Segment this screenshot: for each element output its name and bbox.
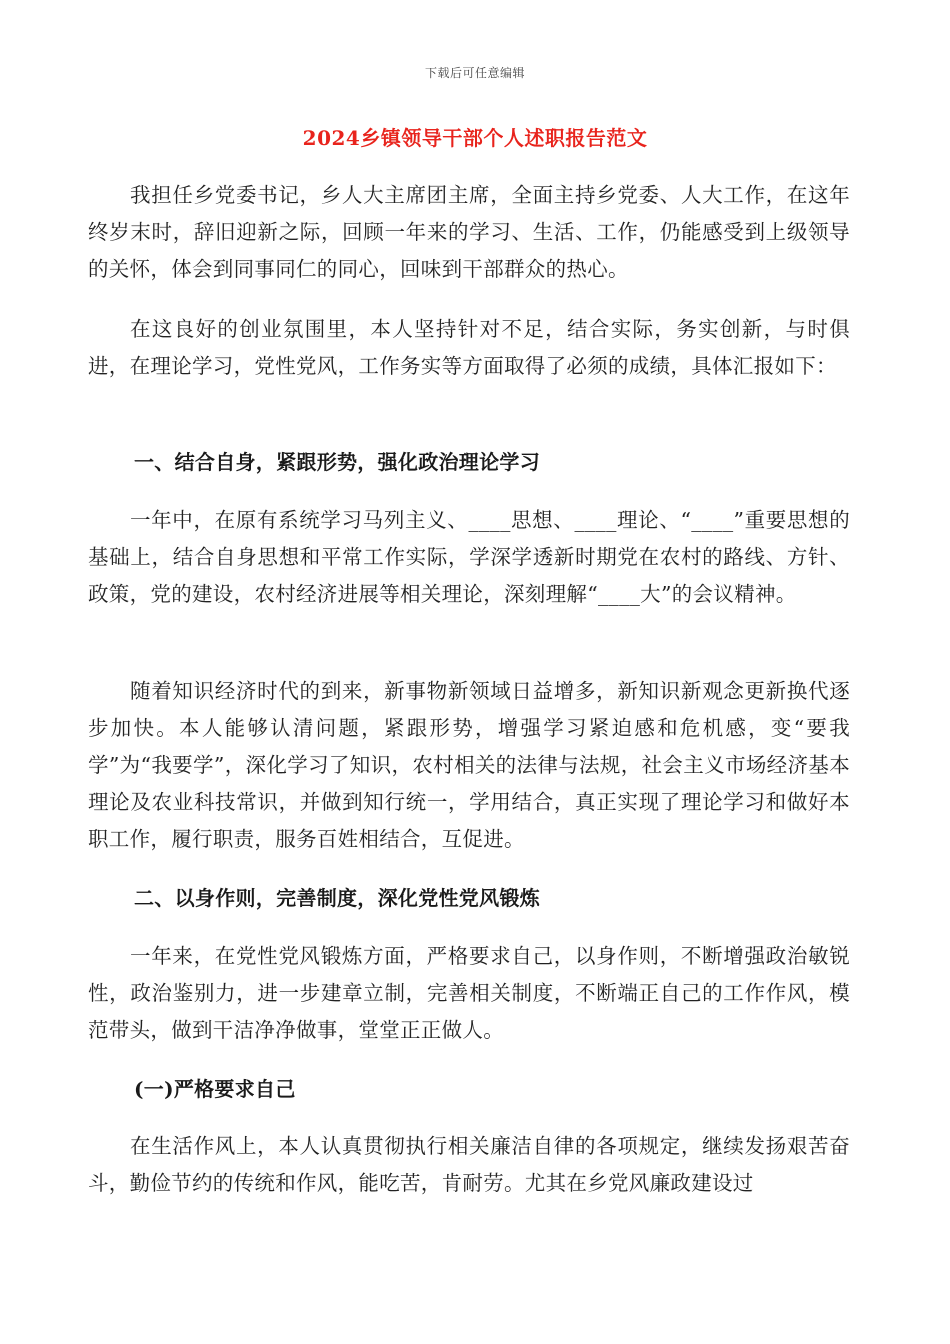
paragraph-theory-study: 一年中，在原有系统学习马列主义、____思想、____理论、“____”重要思想的基础上，结合自身思想和平常工作实际，学深学透新时期党在农村的路线、方针、政策，党的建设，农村经济进展等相关理论，深刻理解“____大”的会议精神。 (88, 508, 850, 606)
paragraph-knowledge-economy: 随着知识经济时代的到来，新事物新领域日益增多，新知识新观念更新换代逐步加快。本人能够认清问题，紧跟形势，增强学习紧迫感和危机感，变“要我学”为“我要学”，深化学习了知识，农村相关的法律与法规，社会主义市场经济基本理论及农业科技常识，并做到知行统一，学用结合，真正实现了理论学习和做好本职工作，履行职责，服务百姓相结合，互促进。 (88, 679, 850, 851)
section-heading-2: 二、以身作则，完善制度，深化党性党风锻炼 (134, 886, 540, 910)
subsection-heading-1: (一)严格要求自己 (134, 1077, 296, 1101)
document-title: 2024乡镇领导干部个人述职报告范文 (302, 126, 648, 150)
section-heading-1: 一、结合自身，紧跟形势，强化政治理论学习 (134, 450, 540, 474)
paragraph-summary: 在这良好的创业氛围里，本人坚持针对不足，结合实际，务实创新，与时俱进，在理论学习，党性党风，工作务实等方面取得了必须的成绩，具体汇报如下： (88, 317, 850, 378)
paragraph-party-conduct: 一年来，在党性党风锻炼方面，严格要求自己，以身作则，不断增强政治敏锐性，政治鉴别力，进一步建章立制，完善相关制度，不断端正自己的工作作风，模范带头，做到干洁净净做事，堂堂正正做人。 (88, 944, 850, 1042)
header-note: 下载后可任意编辑 (424, 66, 525, 80)
paragraph-life-conduct: 在生活作风上，本人认真贯彻执行相关廉洁自律的各项规定，继续发扬艰苦奋斗，勤俭节约的传统和作风，能吃苦，肯耐劳。尤其在乡党风廉政建设过 (88, 1134, 850, 1195)
paragraph-intro: 我担任乡党委书记，乡人大主席团主席，全面主持乡党委、人大工作，在这年终岁末时，辞旧迎新之际，回顾一年来的学习、生活、工作，仍能感受到上级领导的关怀，体会到同事同仁的同心，回味到干部群众的热心。 (88, 183, 850, 281)
